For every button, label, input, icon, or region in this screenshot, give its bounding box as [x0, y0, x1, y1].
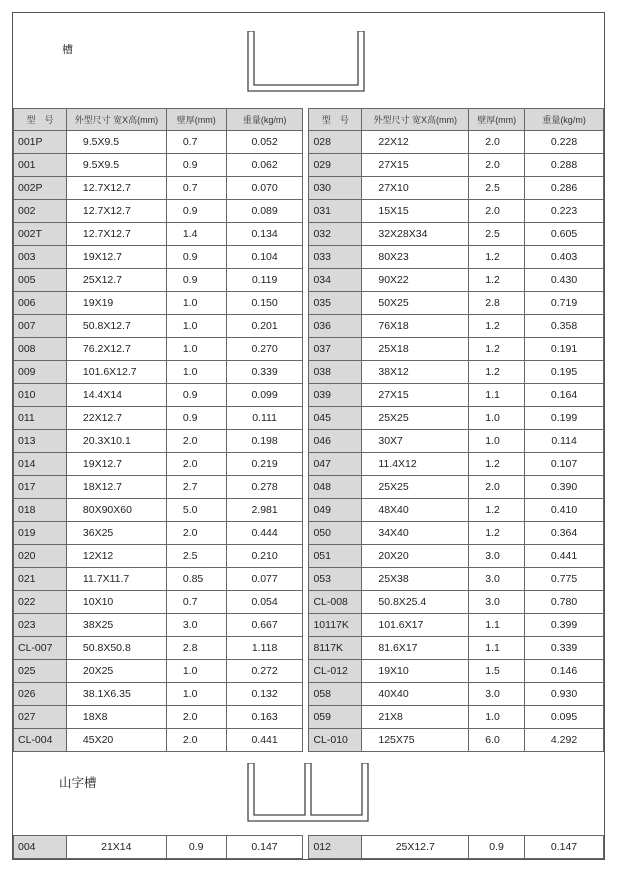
- thickness-cell: 3.0: [469, 683, 525, 706]
- weight-cell: 0.107: [525, 453, 604, 476]
- thickness-cell: 0.9: [166, 154, 226, 177]
- weight-cell: 1.118: [226, 637, 303, 660]
- size-cell: 15X15: [362, 200, 469, 223]
- size-cell: 48X40: [362, 499, 469, 522]
- weight-cell: 0.210: [226, 545, 303, 568]
- model-cell: CL-004: [14, 729, 67, 752]
- weight-cell: 4.292: [525, 729, 604, 752]
- model-cell: 051: [309, 545, 362, 568]
- thickness-cell: 1.1: [469, 384, 525, 407]
- table-row: [14, 568, 604, 591]
- thickness-cell: 1.2: [469, 499, 525, 522]
- table-row: [14, 637, 604, 660]
- size-cell: 20.3X10.1: [66, 430, 166, 453]
- size-cell: 25X18: [362, 338, 469, 361]
- weight-cell: 0.444: [226, 522, 303, 545]
- section-channel-header: [13, 13, 604, 108]
- double-channel-spec-table: [13, 835, 604, 859]
- size-cell: 80X23: [362, 246, 469, 269]
- model-cell: 033: [309, 246, 362, 269]
- table-row: [14, 338, 604, 361]
- table-row: [14, 836, 604, 859]
- size-cell: 25X38: [362, 568, 469, 591]
- table-row: [14, 154, 604, 177]
- weight-cell: 0.930: [525, 683, 604, 706]
- thickness-cell: 1.2: [469, 361, 525, 384]
- model-cell: 028: [309, 131, 362, 154]
- thickness-cell: 2.5: [469, 177, 525, 200]
- size-cell: 12.7X12.7: [66, 177, 166, 200]
- model-cell: 022: [14, 591, 67, 614]
- section-double-channel-header: [13, 749, 604, 835]
- weight-cell: 0.054: [226, 591, 303, 614]
- weight-cell: 0.099: [226, 384, 303, 407]
- model-cell: 8117K: [309, 637, 362, 660]
- model-cell: 039: [309, 384, 362, 407]
- weight-cell: 0.364: [525, 522, 604, 545]
- size-cell: 21X14: [66, 836, 166, 859]
- size-cell: 11.7X11.7: [66, 568, 166, 591]
- thickness-cell: 0.7: [166, 591, 226, 614]
- size-cell: 14.4X14: [66, 384, 166, 407]
- weight-cell: 0.228: [525, 131, 604, 154]
- thickness-cell: 2.0: [166, 453, 226, 476]
- model-cell: 035: [309, 292, 362, 315]
- size-cell: 20X25: [66, 660, 166, 683]
- model-cell: 007: [14, 315, 67, 338]
- weight-cell: 0.198: [226, 430, 303, 453]
- model-cell: 046: [309, 430, 362, 453]
- model-cell: 013: [14, 430, 67, 453]
- table-row: [14, 177, 604, 200]
- model-cell: 017: [14, 476, 67, 499]
- catalog-sheet: [12, 12, 605, 860]
- weight-cell: 0.163: [226, 706, 303, 729]
- weight-cell: 2.981: [226, 499, 303, 522]
- weight-cell: 0.430: [525, 269, 604, 292]
- thickness-cell: 1.2: [469, 338, 525, 361]
- thickness-cell: 0.85: [166, 568, 226, 591]
- model-cell: 006: [14, 292, 67, 315]
- col-header-size: 外型尺寸 宽X高(mm): [362, 109, 469, 131]
- model-cell: 002P: [14, 177, 67, 200]
- table-row: [14, 200, 604, 223]
- thickness-cell: 1.0: [166, 338, 226, 361]
- col-header-weight: 重量(kg/m): [525, 109, 604, 131]
- model-cell: 050: [309, 522, 362, 545]
- weight-cell: 0.441: [525, 545, 604, 568]
- weight-cell: 0.219: [226, 453, 303, 476]
- thickness-cell: 1.2: [469, 453, 525, 476]
- thickness-cell: 0.9: [166, 246, 226, 269]
- weight-cell: 0.278: [226, 476, 303, 499]
- model-cell: 025: [14, 660, 67, 683]
- thickness-cell: 0.9: [166, 200, 226, 223]
- model-cell: CL-007: [14, 637, 67, 660]
- size-cell: 38X12: [362, 361, 469, 384]
- model-cell: 030: [309, 177, 362, 200]
- weight-cell: 0.147: [525, 836, 604, 859]
- size-cell: 12X12: [66, 545, 166, 568]
- weight-cell: 0.201: [226, 315, 303, 338]
- thickness-cell: 0.7: [166, 177, 226, 200]
- size-cell: 30X7: [362, 430, 469, 453]
- model-cell: 058: [309, 683, 362, 706]
- col-header-weight: 重量(kg/m): [226, 109, 303, 131]
- model-cell: 011: [14, 407, 67, 430]
- size-cell: 38.1X6.35: [66, 683, 166, 706]
- table-row: [14, 292, 604, 315]
- section-title: 山字槽: [59, 776, 97, 790]
- thickness-cell: 1.2: [469, 522, 525, 545]
- model-cell: 002T: [14, 223, 67, 246]
- weight-cell: 0.605: [525, 223, 604, 246]
- thickness-cell: 2.0: [469, 154, 525, 177]
- size-cell: 38X25: [66, 614, 166, 637]
- size-cell: 50.8X25.4: [362, 591, 469, 614]
- thickness-cell: 1.1: [469, 637, 525, 660]
- size-cell: 76.2X12.7: [66, 338, 166, 361]
- thickness-cell: 2.0: [166, 430, 226, 453]
- size-cell: 34X40: [362, 522, 469, 545]
- thickness-cell: 0.9: [166, 269, 226, 292]
- col-header-thickness: 壁厚(mm): [166, 109, 226, 131]
- weight-cell: 0.191: [525, 338, 604, 361]
- thickness-cell: 3.0: [469, 591, 525, 614]
- weight-cell: 0.195: [525, 361, 604, 384]
- table-row: [14, 407, 604, 430]
- weight-cell: 0.286: [525, 177, 604, 200]
- table-row: [14, 660, 604, 683]
- model-cell: 026: [14, 683, 67, 706]
- col-header-model: 型 号: [14, 109, 67, 131]
- table-row: [14, 453, 604, 476]
- model-cell: 034: [309, 269, 362, 292]
- model-cell: 027: [14, 706, 67, 729]
- model-cell: 001P: [14, 131, 67, 154]
- size-cell: 50.8X50.8: [66, 637, 166, 660]
- size-cell: 27X15: [362, 154, 469, 177]
- thickness-cell: 0.9: [469, 836, 525, 859]
- thickness-cell: 0.9: [166, 836, 226, 859]
- size-cell: 80X90X60: [66, 499, 166, 522]
- thickness-cell: 0.9: [166, 407, 226, 430]
- model-cell: 049: [309, 499, 362, 522]
- table-row: [14, 591, 604, 614]
- model-cell: 010: [14, 384, 67, 407]
- weight-cell: 0.147: [226, 836, 303, 859]
- table-row: [14, 706, 604, 729]
- weight-cell: 0.288: [525, 154, 604, 177]
- thickness-cell: 1.0: [469, 407, 525, 430]
- model-cell: 023: [14, 614, 67, 637]
- thickness-cell: 2.5: [166, 545, 226, 568]
- thickness-cell: 1.0: [469, 706, 525, 729]
- thickness-cell: 1.0: [166, 315, 226, 338]
- weight-cell: 0.119: [226, 269, 303, 292]
- model-cell: 004: [14, 836, 67, 859]
- table-row: [14, 545, 604, 568]
- size-cell: 11.4X12: [362, 453, 469, 476]
- weight-cell: 0.358: [525, 315, 604, 338]
- model-cell: 045: [309, 407, 362, 430]
- model-cell: 037: [309, 338, 362, 361]
- size-cell: 18X8: [66, 706, 166, 729]
- size-cell: 19X12.7: [66, 453, 166, 476]
- table-row: [14, 499, 604, 522]
- model-cell: 032: [309, 223, 362, 246]
- size-cell: 45X20: [66, 729, 166, 752]
- size-cell: 40X40: [362, 683, 469, 706]
- model-cell: CL-012: [309, 660, 362, 683]
- thickness-cell: 1.0: [166, 660, 226, 683]
- thickness-cell: 6.0: [469, 729, 525, 752]
- size-cell: 50X25: [362, 292, 469, 315]
- model-cell: 048: [309, 476, 362, 499]
- size-cell: 20X20: [362, 545, 469, 568]
- thickness-cell: 3.0: [469, 568, 525, 591]
- model-cell: 003: [14, 246, 67, 269]
- table-row: [14, 384, 604, 407]
- table-row: [14, 614, 604, 637]
- size-cell: 27X15: [362, 384, 469, 407]
- model-cell: 012: [309, 836, 362, 859]
- u-channel-profile-icon: [246, 31, 366, 93]
- table-header-row: [14, 109, 604, 131]
- weight-cell: 0.114: [525, 430, 604, 453]
- thickness-cell: 1.2: [469, 246, 525, 269]
- model-cell: 005: [14, 269, 67, 292]
- table-row: [14, 361, 604, 384]
- model-cell: 019: [14, 522, 67, 545]
- thickness-cell: 1.4: [166, 223, 226, 246]
- channel-spec-table: [13, 108, 604, 752]
- thickness-cell: 3.0: [469, 545, 525, 568]
- weight-cell: 0.270: [226, 338, 303, 361]
- size-cell: 50.8X12.7: [66, 315, 166, 338]
- model-cell: CL-008: [309, 591, 362, 614]
- table-row: [14, 522, 604, 545]
- size-cell: 9.5X9.5: [66, 131, 166, 154]
- thickness-cell: 1.2: [469, 269, 525, 292]
- thickness-cell: 2.5: [469, 223, 525, 246]
- weight-cell: 0.164: [525, 384, 604, 407]
- size-cell: 19X12.7: [66, 246, 166, 269]
- thickness-cell: 0.9: [166, 384, 226, 407]
- weight-cell: 0.150: [226, 292, 303, 315]
- thickness-cell: 1.0: [166, 361, 226, 384]
- thickness-cell: 0.7: [166, 131, 226, 154]
- size-cell: 101.6X12.7: [66, 361, 166, 384]
- weight-cell: 0.111: [226, 407, 303, 430]
- thickness-cell: 1.0: [469, 430, 525, 453]
- model-cell: 014: [14, 453, 67, 476]
- model-cell: 021: [14, 568, 67, 591]
- weight-cell: 0.062: [226, 154, 303, 177]
- weight-cell: 0.077: [226, 568, 303, 591]
- size-cell: 76X18: [362, 315, 469, 338]
- weight-cell: 0.199: [525, 407, 604, 430]
- size-cell: 81.6X17: [362, 637, 469, 660]
- size-cell: 25X12.7: [66, 269, 166, 292]
- weight-cell: 0.104: [226, 246, 303, 269]
- thickness-cell: 2.8: [166, 637, 226, 660]
- thickness-cell: 2.0: [469, 131, 525, 154]
- model-cell: 047: [309, 453, 362, 476]
- thickness-cell: 2.0: [166, 522, 226, 545]
- thickness-cell: 2.7: [166, 476, 226, 499]
- weight-cell: 0.390: [525, 476, 604, 499]
- model-cell: 031: [309, 200, 362, 223]
- size-cell: 12.7X12.7: [66, 223, 166, 246]
- size-cell: 22X12: [362, 131, 469, 154]
- thickness-cell: 2.8: [469, 292, 525, 315]
- thickness-cell: 5.0: [166, 499, 226, 522]
- model-cell: 059: [309, 706, 362, 729]
- size-cell: 25X25: [362, 407, 469, 430]
- table-row: [14, 269, 604, 292]
- model-cell: 001: [14, 154, 67, 177]
- size-cell: 9.5X9.5: [66, 154, 166, 177]
- size-cell: 101.6X17: [362, 614, 469, 637]
- weight-cell: 0.146: [525, 660, 604, 683]
- col-header-thickness: 壁厚(mm): [469, 109, 525, 131]
- thickness-cell: 2.0: [166, 729, 226, 752]
- weight-cell: 0.272: [226, 660, 303, 683]
- weight-cell: 0.339: [525, 637, 604, 660]
- size-cell: 90X22: [362, 269, 469, 292]
- thickness-cell: 1.2: [469, 315, 525, 338]
- thickness-cell: 3.0: [166, 614, 226, 637]
- size-cell: 12.7X12.7: [66, 200, 166, 223]
- weight-cell: 0.089: [226, 200, 303, 223]
- weight-cell: 0.070: [226, 177, 303, 200]
- size-cell: 19X10: [362, 660, 469, 683]
- size-cell: 36X25: [66, 522, 166, 545]
- table-row: [14, 131, 604, 154]
- table-row: [14, 315, 604, 338]
- weight-cell: 0.403: [525, 246, 604, 269]
- weight-cell: 0.339: [226, 361, 303, 384]
- model-cell: 036: [309, 315, 362, 338]
- model-cell: 008: [14, 338, 67, 361]
- table-row: [14, 430, 604, 453]
- weight-cell: 0.719: [525, 292, 604, 315]
- table-row: [14, 223, 604, 246]
- section-title: 槽: [62, 44, 73, 56]
- model-cell: CL-010: [309, 729, 362, 752]
- model-cell: 038: [309, 361, 362, 384]
- weight-cell: 0.095: [525, 706, 604, 729]
- size-cell: 25X25: [362, 476, 469, 499]
- weight-cell: 0.399: [525, 614, 604, 637]
- size-cell: 125X75: [362, 729, 469, 752]
- thickness-cell: 1.0: [166, 683, 226, 706]
- weight-cell: 0.780: [525, 591, 604, 614]
- size-cell: 19X19: [66, 292, 166, 315]
- size-cell: 18X12.7: [66, 476, 166, 499]
- size-cell: 25X12.7: [362, 836, 469, 859]
- weight-cell: 0.667: [226, 614, 303, 637]
- model-cell: 002: [14, 200, 67, 223]
- size-cell: 22X12.7: [66, 407, 166, 430]
- thickness-cell: 2.0: [166, 706, 226, 729]
- thickness-cell: 1.1: [469, 614, 525, 637]
- table-row: [14, 476, 604, 499]
- col-header-size: 外型尺寸 宽X高(mm): [66, 109, 166, 131]
- thickness-cell: 1.0: [166, 292, 226, 315]
- double-channel-profile-icon: [246, 763, 370, 823]
- weight-cell: 0.410: [525, 499, 604, 522]
- table-row: [14, 246, 604, 269]
- model-cell: 018: [14, 499, 67, 522]
- weight-cell: 0.134: [226, 223, 303, 246]
- weight-cell: 0.441: [226, 729, 303, 752]
- weight-cell: 0.223: [525, 200, 604, 223]
- model-cell: 053: [309, 568, 362, 591]
- weight-cell: 0.775: [525, 568, 604, 591]
- size-cell: 32X28X34: [362, 223, 469, 246]
- model-cell: 10117K: [309, 614, 362, 637]
- size-cell: 10X10: [66, 591, 166, 614]
- model-cell: 009: [14, 361, 67, 384]
- thickness-cell: 2.0: [469, 200, 525, 223]
- table-row: [14, 683, 604, 706]
- weight-cell: 0.052: [226, 131, 303, 154]
- weight-cell: 0.132: [226, 683, 303, 706]
- thickness-cell: 1.5: [469, 660, 525, 683]
- size-cell: 21X8: [362, 706, 469, 729]
- thickness-cell: 2.0: [469, 476, 525, 499]
- model-cell: 029: [309, 154, 362, 177]
- model-cell: 020: [14, 545, 67, 568]
- size-cell: 27X10: [362, 177, 469, 200]
- col-header-model: 型 号: [309, 109, 362, 131]
